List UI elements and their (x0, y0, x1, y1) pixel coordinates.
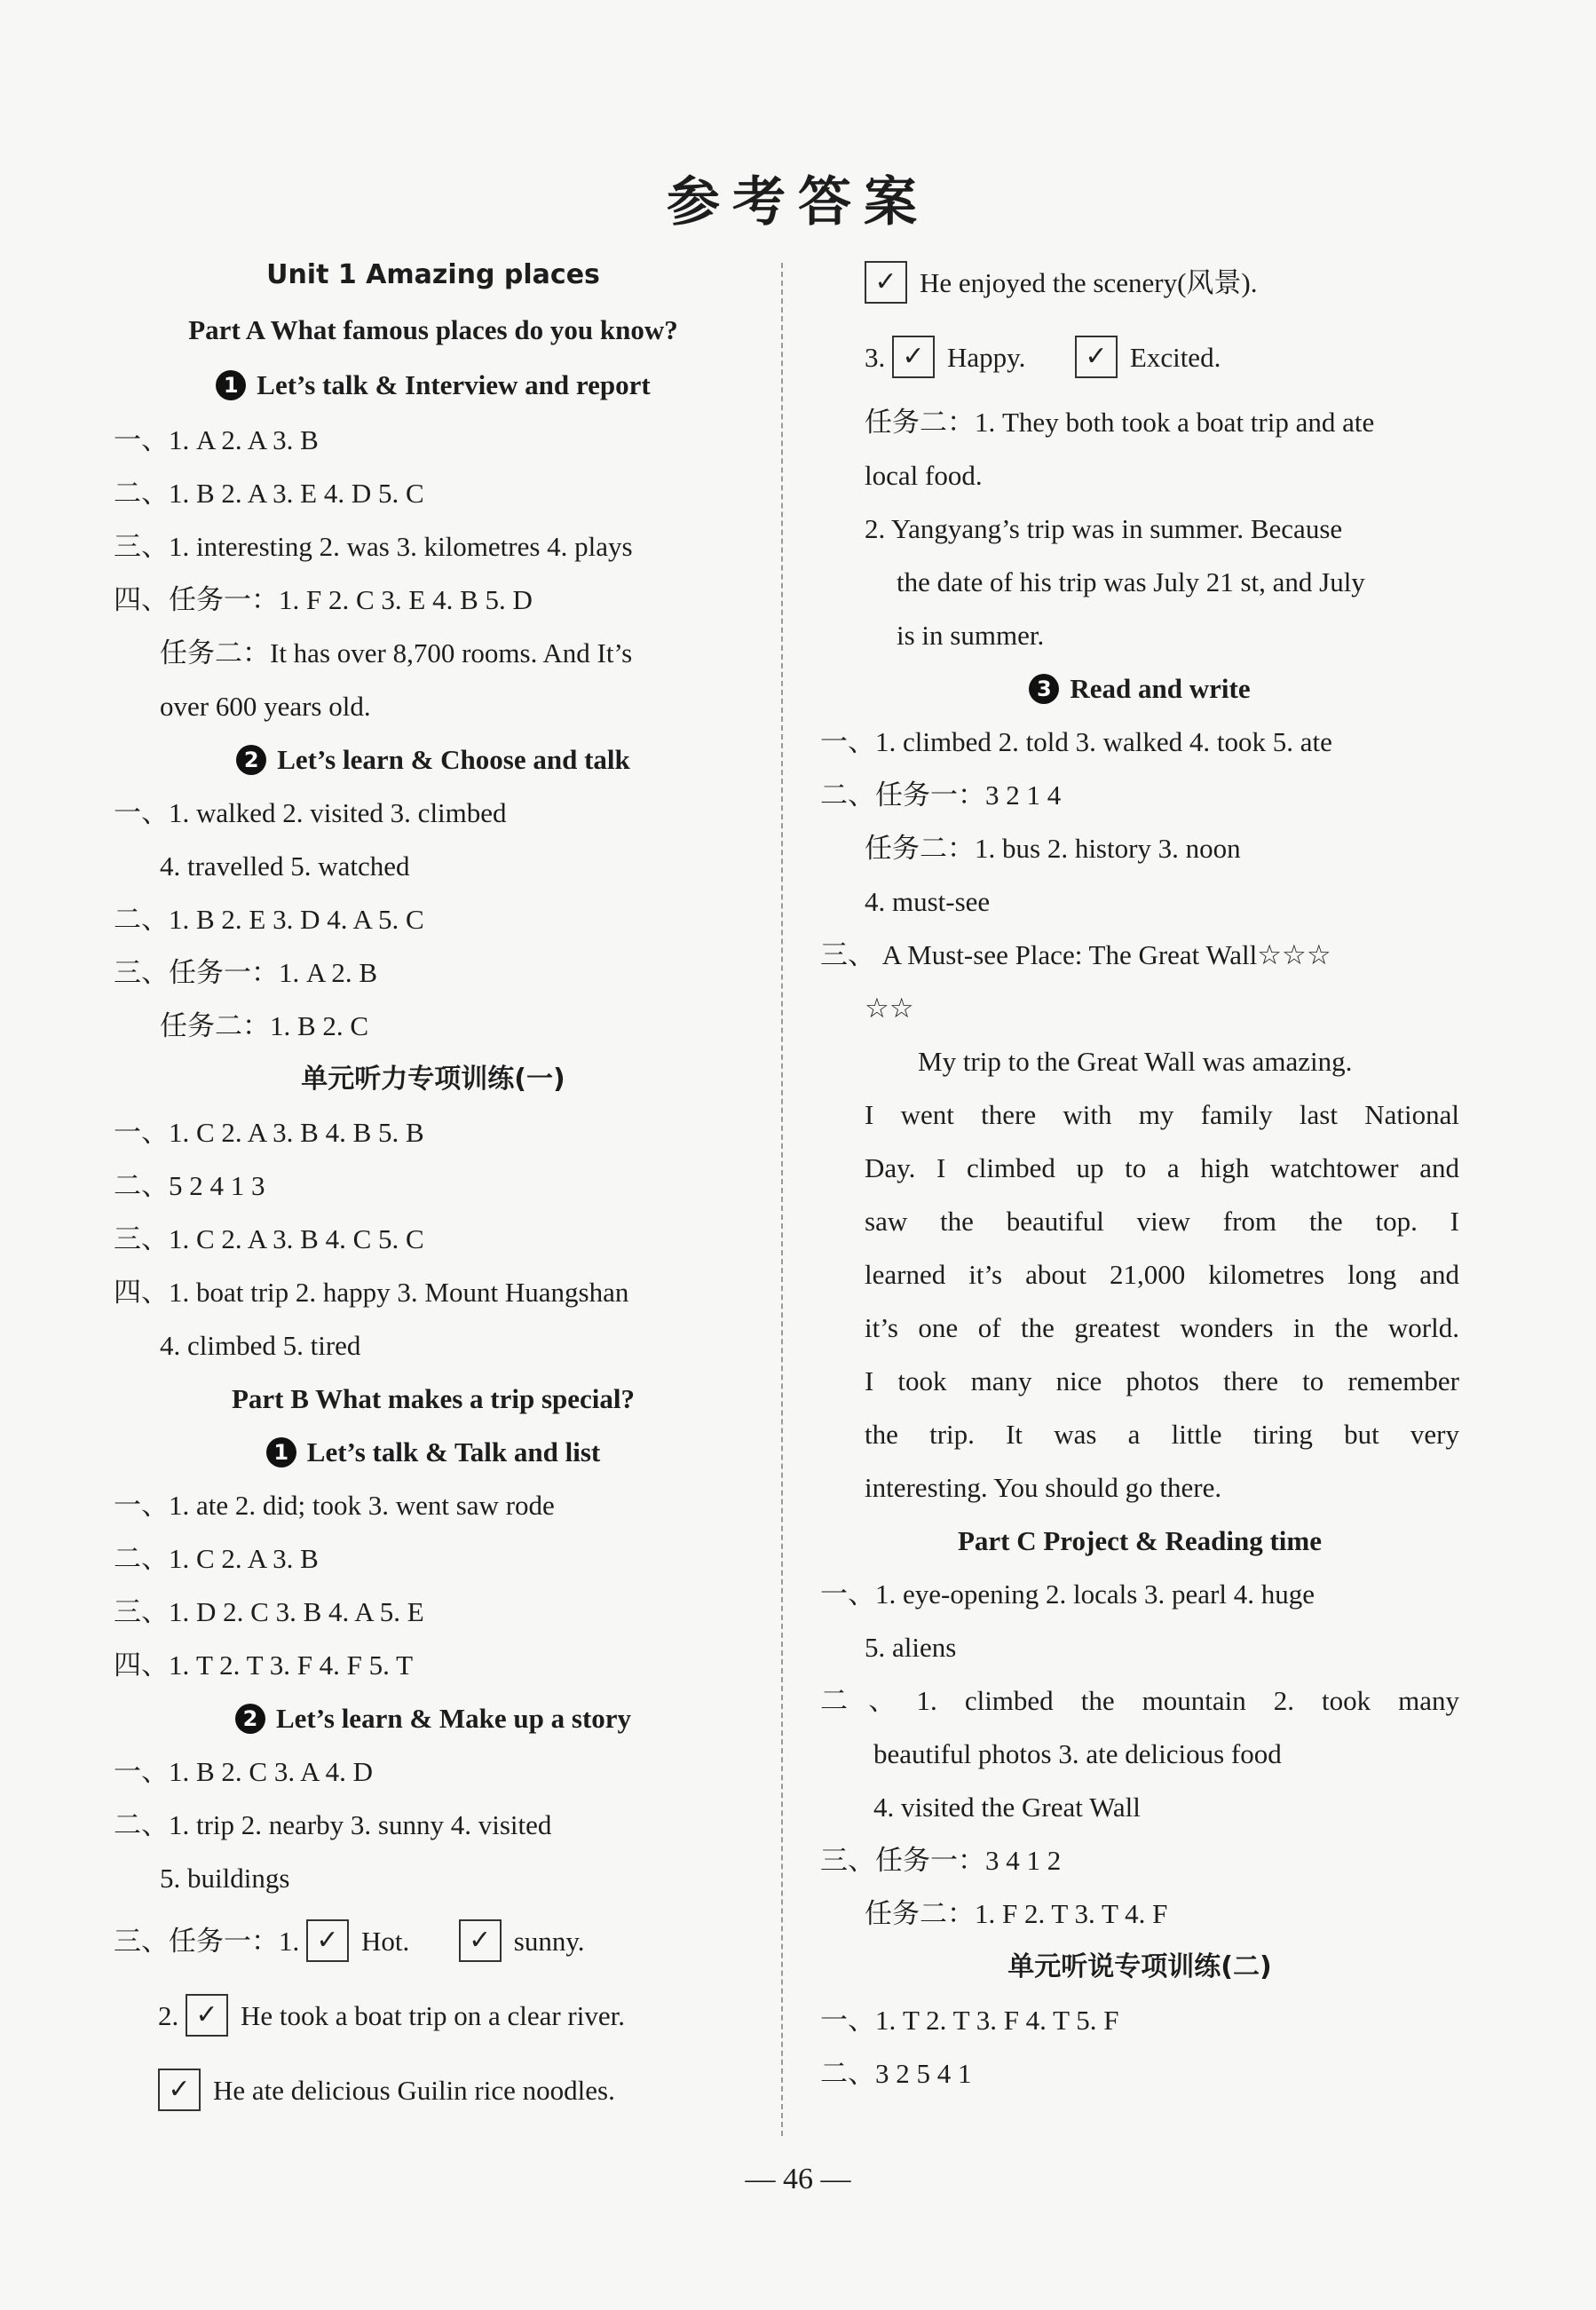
checkbox-checked-icon: ✓ (459, 1919, 502, 1962)
answer-line: over 600 years old. (160, 691, 371, 722)
answer-line: 2. Yangyang’s trip was in summer. Because (865, 513, 1343, 544)
answer-line: 任务二：1. B 2. C (160, 1010, 369, 1041)
answer-line: 4. visited the Great Wall (873, 1792, 1141, 1823)
answer-line: 三、1. interesting 2. was 3. kilometres 4. plays (114, 531, 633, 562)
section-title: Let’s talk & Talk and list (306, 1436, 601, 1467)
answer-line: 一、1. eye-opening 2. locals 3. pearl 4. huge (820, 1578, 1315, 1610)
unit-title: Unit 1 Amazing places (266, 259, 600, 290)
page-title: 参考答案 (667, 171, 929, 233)
answer-line: 二、任务一：3 2 1 4 (820, 779, 1062, 811)
answer-line: 二、3 2 5 4 1 (820, 2058, 972, 2089)
answer-line: local food. (865, 460, 983, 491)
answer-line: 4. must-see (865, 886, 991, 917)
answer-line: 三、任务一：3 4 1 2 (820, 1845, 1062, 1876)
answer-line: 二、5 2 4 1 3 (114, 1170, 265, 1201)
answer-line: 一、1. walked 2. visited 3. climbed (114, 797, 507, 828)
section-title: Let’s talk & Interview and report (257, 369, 651, 400)
answer-line: 4. travelled 5. watched (160, 850, 410, 882)
checked-answer: Happy. (947, 342, 1026, 374)
answer-line: 二、1. trip 2. nearby 3. sunny 4. visited (114, 1809, 552, 1840)
answer-line: 四、1. T 2. T 3. F 4. F 5. T (114, 1649, 414, 1681)
section-title: Read and write (1070, 673, 1251, 704)
answer-prefix: 三、任务一：1. (114, 1926, 300, 1958)
section-number-icon: 1 (216, 370, 246, 400)
answer-line: 一、1. ate 2. did; took 3. went saw rode (114, 1490, 555, 1521)
answer-line: 一、1. A 2. A 3. B (114, 424, 319, 455)
answer-line: 四、任务一：1. F 2. C 3. E 4. B 5. D (114, 584, 533, 615)
answer-line (158, 1998, 625, 2040)
section-number-icon: 2 (235, 1704, 265, 1734)
section-number-icon: 1 (266, 1437, 296, 1467)
checkbox-checked-icon: ✓ (1075, 336, 1118, 378)
checkbox-checked-icon: ✓ (158, 2069, 201, 2111)
answer-line (158, 2072, 615, 2115)
essay-line: interesting. You should go there. (865, 1472, 1222, 1503)
answer-line: is in summer. (897, 620, 1045, 651)
answer-line: 三、任务一：1. A 2. B (114, 957, 378, 988)
part-c-title: Part C Project & Reading time (957, 1525, 1323, 1556)
checked-answer: He ate delicious Guilin rice noodles. (213, 2075, 615, 2107)
checkbox-checked-icon: ✓ (186, 1994, 228, 2037)
section-number-icon: 3 (1029, 674, 1059, 704)
answer-line: 任务二：1. They both took a boat trip and ate (865, 407, 1375, 438)
section-title: Let’s learn & Choose and talk (277, 744, 630, 775)
essay-line: I went there with my family last National (865, 1099, 1459, 1130)
part-a-title: Part A What famous places do you know? (188, 314, 678, 345)
answer-line (865, 339, 1221, 382)
checked-answer: Excited. (1129, 342, 1221, 374)
checkbox-checked-icon: ✓ (865, 261, 907, 304)
answer-line: 四、1. boat trip 2. happy 3. Mount Huangshan (114, 1277, 629, 1308)
answer-line: 一、1. T 2. T 3. F 4. T 5. F (820, 2005, 1119, 2036)
checked-answer: Hot. (361, 1926, 410, 1958)
checked-answer: He took a boat trip on a clear river. (241, 2000, 625, 2032)
essay-line: the trip. It was a little tiring but very (865, 1419, 1459, 1450)
answer-line: 一、1. climbed 2. told 3. walked 4. took 5. ate (820, 726, 1332, 757)
answer-line: 4. climbed 5. tired (160, 1330, 361, 1361)
essay-line: My trip to the Great Wall was amazing. (918, 1046, 1353, 1077)
answer-line: 三、1. C 2. A 3. B 4. C 5. C (114, 1223, 424, 1254)
checked-answer: sunny. (513, 1926, 585, 1958)
answer-line: beautiful photos 3. ate delicious food (873, 1738, 1282, 1769)
section-heading (114, 1435, 753, 1470)
checked-answer: He enjoyed the scenery(风景). (920, 267, 1258, 299)
answer-line (865, 265, 1257, 307)
answer-line: 5. buildings (160, 1863, 290, 1894)
star-rating: ☆☆ (865, 993, 914, 1024)
answer-line: 5. aliens (865, 1632, 957, 1663)
essay-line: saw the beautiful view from the top. I (865, 1206, 1459, 1237)
listening-training-title: 单元听力专项训练(一) (301, 1064, 565, 1095)
answer-line: 任务二：1. bus 2. history 3. noon (865, 833, 1241, 864)
section-number-icon: 2 (236, 745, 266, 775)
answer-prefix: 2. (158, 2000, 179, 2032)
column-divider (781, 263, 783, 2136)
answer-line: 三、1. D 2. C 3. B 4. A 5. E (114, 1596, 424, 1627)
essay-line: Day. I climbed up to a high watchtower and (865, 1152, 1459, 1183)
essay-title: 三、 A Must-see Place: The Great Wall☆☆☆ (820, 939, 1331, 970)
section-title: Let’s learn & Make up a story (275, 1703, 632, 1734)
answer-line: 二、1. B 2. A 3. E 4. D 5. C (114, 478, 424, 509)
answer-line: the date of his trip was July 21 st, and July (897, 566, 1365, 597)
answer-line: 二、1. climbed the mountain 2. took many (820, 1685, 1459, 1716)
essay-line: learned it’s about 21,000 kilometres long and (865, 1259, 1459, 1290)
answer-line: 任务二：1. F 2. T 3. T 4. F (865, 1898, 1168, 1929)
answer-line: 一、1. C 2. A 3. B 4. B 5. B (114, 1117, 424, 1148)
answer-line: 一、1. B 2. C 3. A 4. D (114, 1756, 373, 1787)
page-number: — 46 — (745, 2163, 851, 2195)
answer-line: 任务二：It has over 8,700 rooms. And It’s (160, 637, 633, 668)
answer-line (114, 1923, 585, 1966)
section-heading (114, 742, 753, 778)
answer-line: 二、1. C 2. A 3. B (114, 1543, 319, 1574)
essay-line: I took many nice photos there to remember (865, 1365, 1459, 1396)
checkbox-checked-icon: ✓ (892, 336, 935, 378)
section-heading (820, 671, 1459, 707)
part-b-title: Part B What makes a trip special? (231, 1383, 636, 1414)
essay-line: it’s one of the greatest wonders in the world. (865, 1312, 1459, 1343)
answer-prefix: 3. (865, 342, 886, 374)
section-heading (114, 368, 753, 403)
listening-speaking-training-title: 单元听说专项训练(二) (1007, 1951, 1272, 1982)
checkbox-checked-icon: ✓ (306, 1919, 349, 1962)
answer-line: 二、1. B 2. E 3. D 4. A 5. C (114, 904, 424, 935)
section-heading (114, 1701, 753, 1736)
